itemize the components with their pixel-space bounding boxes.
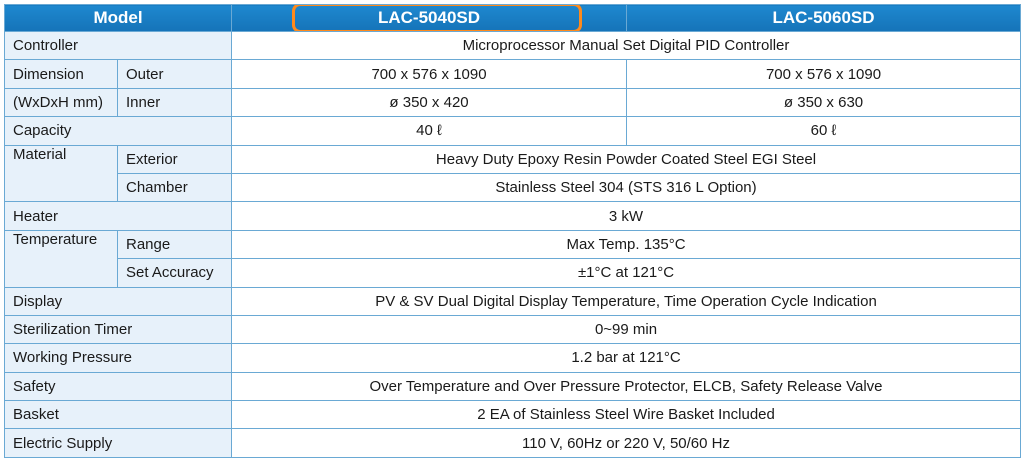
electric-value: 110 V, 60Hz or 220 V, 50/60 Hz: [232, 429, 1021, 457]
capacity-label: Capacity: [5, 117, 232, 145]
display-label: Display: [5, 287, 232, 315]
table-row: [5, 315, 1021, 343]
table-row: [5, 401, 1021, 429]
heater-value: 3 kW: [232, 202, 1021, 230]
electric-label: Electric Supply: [5, 429, 232, 457]
display-value: PV & SV Dual Digital Display Temperature, Time Operation Cycle Indication: [232, 287, 1021, 315]
dimension-label: Dimension: [5, 60, 118, 88]
range-label: Range: [118, 230, 232, 258]
spec-table: [4, 4, 1021, 458]
table-row: [5, 88, 1021, 116]
controller-label: Controller: [5, 32, 232, 60]
pressure-value: 1.2 bar at 121°C: [232, 344, 1021, 372]
temperature-label: Temperature: [5, 230, 118, 287]
range-value: Max Temp. 135°C: [232, 230, 1021, 258]
table-row: [5, 287, 1021, 315]
safety-value: Over Temperature and Over Pressure Protector, ELCB, Safety Release Valve: [232, 372, 1021, 400]
table-row: [5, 32, 1021, 60]
table-row: [5, 372, 1021, 400]
exterior-label: Exterior: [118, 145, 232, 173]
model-b-header: LAC-5060SD: [627, 5, 1021, 32]
pressure-label: Working Pressure: [5, 344, 232, 372]
exterior-value: Heavy Duty Epoxy Resin Powder Coated Steel EGI Steel: [232, 145, 1021, 173]
table-row: [5, 259, 1021, 287]
capacity-value-a: 40 ℓ: [232, 117, 627, 145]
table-row: [5, 60, 1021, 88]
timer-value: 0~99 min: [232, 315, 1021, 343]
inner-value-a: ø 350 x 420: [232, 88, 627, 116]
inner-label: Inner: [118, 88, 232, 116]
safety-label: Safety: [5, 372, 232, 400]
table-row: [5, 117, 1021, 145]
chamber-value: Stainless Steel 304 (STS 316 L Option): [232, 173, 1021, 201]
model-a-header: LAC-5040SD: [232, 5, 627, 32]
accuracy-value: ±1°C at 121°C: [232, 259, 1021, 287]
table-row: [5, 145, 1021, 173]
heater-label: Heater: [5, 202, 232, 230]
accuracy-label: Set Accuracy: [118, 259, 232, 287]
material-label: Material: [5, 145, 118, 202]
outer-value-a: 700 x 576 x 1090: [232, 60, 627, 88]
table-row: [5, 173, 1021, 201]
outer-label: Outer: [118, 60, 232, 88]
inner-value-b: ø 350 x 630: [627, 88, 1021, 116]
capacity-value-b: 60 ℓ: [627, 117, 1021, 145]
dimension-unit-label: (WxDxH mm): [5, 88, 118, 116]
header-row: [5, 5, 1021, 32]
table-row: [5, 344, 1021, 372]
table-row: [5, 202, 1021, 230]
model-header: Model: [5, 5, 232, 32]
controller-value: Microprocessor Manual Set Digital PID Controller: [232, 32, 1021, 60]
timer-label: Sterilization Timer: [5, 315, 232, 343]
outer-value-b: 700 x 576 x 1090: [627, 60, 1021, 88]
basket-label: Basket: [5, 401, 232, 429]
table-row: [5, 429, 1021, 457]
basket-value: 2 EA of Stainless Steel Wire Basket Included: [232, 401, 1021, 429]
chamber-label: Chamber: [118, 173, 232, 201]
table-row: [5, 230, 1021, 258]
